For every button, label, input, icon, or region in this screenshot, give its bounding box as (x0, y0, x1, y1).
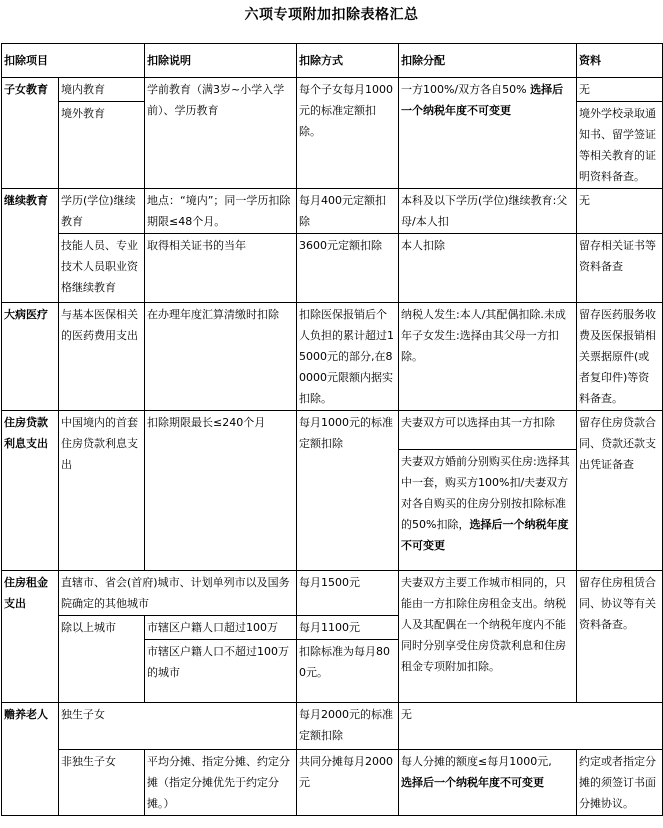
method-cell: 扣除标准为每月800元。 (297, 640, 399, 703)
table-row (2, 303, 663, 411)
category-continuing: 继续教育 (2, 189, 59, 303)
header-item: 扣除项目 (2, 44, 145, 78)
alloc-cell (399, 750, 577, 816)
desc-cell: 市辖区户籍人口超过100万 (145, 616, 297, 640)
alloc-cell: 无 (399, 703, 663, 750)
sub-item: 中国境内的首套住房贷款利息支出 (59, 411, 145, 571)
docs-cell: 留存相关证书等资料备查 (577, 234, 663, 303)
sub-item: 技能人员、专业技术人员职业资格继续教育 (59, 234, 145, 303)
method-cell: 每月1000元的标准定额扣除 (297, 411, 399, 571)
category-elderly: 赡养老人 (2, 703, 59, 816)
category-housing-loan: 住房贷款利息支出 (2, 411, 59, 571)
alloc-cell: 本人扣除 (399, 234, 577, 303)
table-header-row (2, 44, 663, 78)
docs-cell: 留存住房贷款合同、贷款还款支出凭证备查 (577, 411, 663, 571)
alloc-cell: 纳税人发生:本人/其配偶扣除.未成年子女发生:选择由其父母一方扣除。 (399, 303, 577, 411)
sub-item: 除以上城市 (59, 616, 145, 703)
desc-cell: 扣除期限最长≤240个月 (145, 411, 297, 571)
method-cell: 每月1500元 (297, 571, 399, 616)
table-row (2, 411, 663, 450)
header-method: 扣除方式 (297, 44, 399, 78)
alloc-cell: 夫妻双方可以选择由其一方扣除 (399, 411, 577, 450)
alloc-text: 夫妻双方婚前分别购买住房:选择其中一套，购买方100%扣/夫妻双方对各自购买的住房分别按扣除标准的50%扣除， (401, 455, 570, 531)
docs-cell: 无 (577, 78, 663, 102)
alloc-bold-text: 选择后一个纳税年度不可变更 (401, 83, 564, 117)
alloc-cell: 夫妻双方主要工作城市相同的，只能由一方扣除住房租金支出。纳税人及其配偶在一个纳税年度内不能同时分别享受住房贷款利息和住房租金专项附加扣除。 (399, 571, 577, 703)
category-children: 子女教育 (2, 78, 59, 189)
header-alloc: 扣除分配 (399, 44, 577, 78)
sub-item: 非独生子女 (59, 750, 145, 816)
sub-item: 独生子女 (59, 703, 297, 750)
method-cell: 每月1100元 (297, 616, 399, 640)
method-cell: 扣除医保报销后个人负担的累计超过15000元的部分,在80000元限额内据实扣除。 (297, 303, 399, 411)
docs-cell: 境外学校录取通知书、留学签证等相关教育的证明资料备查。 (577, 102, 663, 189)
table-row (2, 189, 663, 234)
category-rent: 住房租金支出 (2, 571, 59, 703)
desc-cell: 市辖区户籍人口不超过100万的城市 (145, 640, 297, 703)
alloc-bold-text: 选择后一个纳税年度不可变更 (401, 776, 544, 789)
desc-cell: 地点：“境内”；同一学历扣除期限≤48个月。 (145, 189, 297, 234)
sub-item: 直辖市、省会(首府)城市、计划单列市以及国务院确定的其他城市 (59, 571, 297, 616)
method-cell: 3600元定额扣除 (297, 234, 399, 303)
alloc-cell (399, 78, 577, 189)
table-row (2, 703, 663, 750)
docs-cell: 留存医药服务收费及医保报销相关票据原件(或者复印件)等资料备查。 (577, 303, 663, 411)
desc-cell: 取得相关证书的当年 (145, 234, 297, 303)
page-title: 六项专项附加扣除表格汇总 (244, 7, 419, 23)
alloc-text: 一方100%/双方各自50% (401, 83, 527, 96)
sub-item: 学历(学位)继续教育 (59, 189, 145, 234)
alloc-cell: 本科及以下学历(学位)继续教育:父母/本人扣 (399, 189, 577, 234)
sub-item: 境外教育 (59, 102, 145, 189)
desc-cell: 在办理年度汇算清缴时扣除 (145, 303, 297, 411)
desc-cell: 学前教育（满3岁~小学入学前）、学历教育 (145, 78, 297, 189)
desc-cell: 平均分摊、指定分摊、约定分摊（指定分摊优先于约定分摊。） (145, 750, 297, 816)
table-row (2, 571, 663, 616)
table-row (2, 234, 663, 303)
docs-cell: 无 (577, 189, 663, 234)
method-cell: 共同分摊每月2000元 (297, 750, 399, 816)
sub-item: 与基本医保相关的医药费用支出 (59, 303, 145, 411)
sub-item: 境内教育 (59, 78, 145, 102)
alloc-bold-text: 选择后一个纳税年度不可变更 (401, 518, 569, 552)
header-docs: 资料 (577, 44, 663, 78)
alloc-cell (399, 450, 577, 571)
table-row (2, 750, 663, 816)
alloc-text: 每人分摊的额度≤每月1000元, (401, 755, 552, 768)
docs-cell: 约定或者指定分摊的须签订书面分摊协议。 (577, 750, 663, 816)
method-cell: 每月2000元的标准定额扣除 (297, 703, 399, 750)
category-medical: 大病医疗 (2, 303, 59, 411)
method-cell: 每月400元定额扣除 (297, 189, 399, 234)
deduction-summary-table (1, 43, 663, 816)
docs-cell: 留存住房租赁合同、协议等有关资料备查。 (577, 571, 663, 703)
header-desc: 扣除说明 (145, 44, 297, 78)
method-cell: 每个子女每月1000元的标准定额扣除。 (297, 78, 399, 189)
table-row (2, 78, 663, 102)
